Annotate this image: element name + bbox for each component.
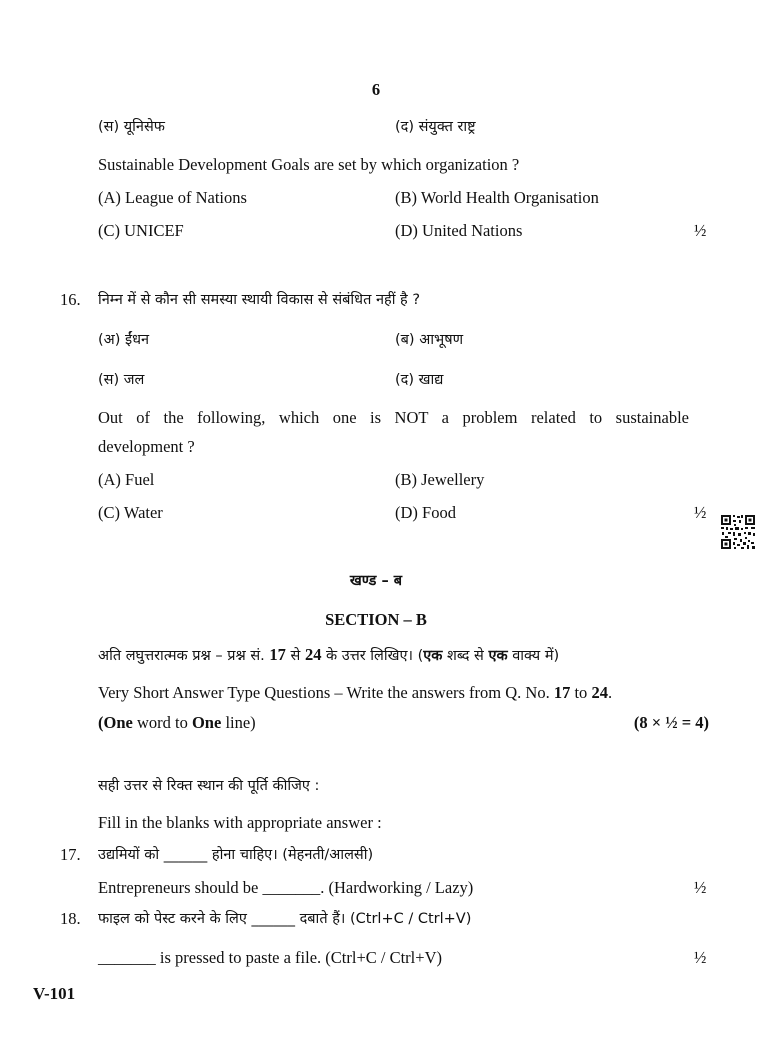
q18-number: 18.: [60, 909, 81, 928]
q16-hindi-option-d: (द) खाद्य: [395, 372, 444, 388]
fill-blanks-english: Fill in the blanks with appropriate answer :: [98, 813, 382, 832]
q15-english-question: Sustainable Development Goals are set by which organization ?: [98, 155, 520, 174]
q16-option-b: (B) Jewellery: [395, 470, 485, 489]
q16-english-question-line1: Out of the following, which one is NOT a problem related to sustainable: [98, 408, 689, 427]
q15-option-b: (B) World Health Organisation: [395, 188, 599, 207]
qr-code-icon: [720, 514, 756, 550]
q17-hindi-question: उद्यमियों को ______ होना चाहिए। (मेहनती/आलसी): [98, 847, 374, 863]
q16-hindi-option-c: (स) जल: [98, 372, 145, 388]
q15-hindi-option-c: (स) यूनिसेफ: [98, 119, 165, 135]
q16-option-a: (A) Fuel: [98, 470, 155, 489]
q16-hindi-option-b: (ब) आभूषण: [395, 332, 464, 348]
q16-marks: ½: [694, 503, 707, 522]
q15-option-d: (D) United Nations: [395, 221, 523, 240]
q17-number: 17.: [60, 845, 81, 864]
q16-option-d: (D) Food: [395, 503, 456, 522]
q15-hindi-option-d: (द) संयुक्त राष्ट्र: [395, 119, 476, 135]
q16-hindi-option-a: (अ) ईंधन: [98, 332, 150, 348]
q18-hindi-question: फाइल को पेस्ट करने के लिए ______ दबाते हैं। (Ctrl+C / Ctrl+V): [98, 911, 472, 927]
q16-number: 16.: [60, 290, 81, 309]
instructions-hindi: अति लघुत्तरात्मक प्रश्न – प्रश्न सं. 17 से 24 के उत्तर लिखिए। (एक शब्द से एक वाक्य में): [98, 645, 560, 664]
page-number: 6: [371, 80, 381, 99]
q18-english-question: _______ is pressed to paste a file. (Ctrl+C / Ctrl+V): [98, 948, 442, 967]
section-marks: (8 × ½ = 4): [633, 713, 709, 732]
q15-marks: ½: [694, 221, 707, 240]
q17-english-question: Entrepreneurs should be _______. (Hardworking / Lazy): [98, 878, 474, 897]
q18-marks: ½: [694, 948, 707, 967]
instructions-english-line2: (One word to One line): [98, 713, 256, 732]
section-title-english: SECTION – B: [325, 610, 427, 629]
q17-marks: ½: [694, 878, 707, 897]
section-title-hindi: खण्ड – ब: [349, 573, 403, 589]
footer-paper-code: V-101: [33, 984, 76, 1003]
instructions-english: Very Short Answer Type Questions – Write the answers from Q. No. 17 to 24.: [98, 683, 613, 702]
fill-blanks-hindi: सही उत्तर से रिक्त स्थान की पूर्ति कीजिए :: [98, 778, 320, 794]
q16-hindi-question: निम्न में से कौन सी समस्या स्थायी विकास से संबंधित नहीं है ?: [98, 292, 421, 308]
q15-option-a: (A) League of Nations: [98, 188, 247, 207]
q15-option-c: (C) UNICEF: [98, 221, 184, 240]
q16-english-question-line2: development ?: [98, 437, 195, 456]
q16-option-c: (C) Water: [98, 503, 163, 522]
